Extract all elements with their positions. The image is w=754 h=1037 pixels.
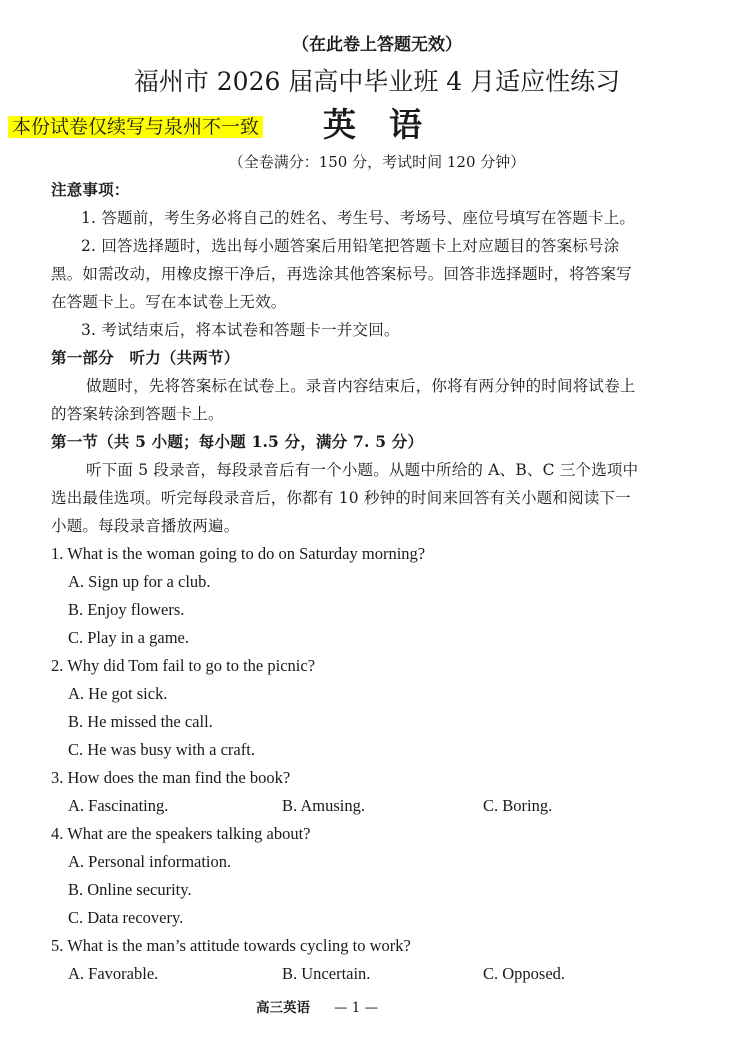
question-1-option-c: C. Play in a game.	[68, 628, 189, 647]
part1-heading: 第一部分 听力（共两节）	[51, 348, 240, 367]
exam-title: 福州市 2026 届高中毕业班 4 月适应性练习	[133, 67, 621, 96]
instruction-item-3: 3. 考试结束后，将本试卷和答题卡一并交回。	[81, 321, 400, 339]
question-2-option-c: C. He was busy with a craft.	[68, 740, 255, 759]
question-1-option-b: B. Enjoy flowers.	[68, 600, 185, 619]
question-5-option-a: A. Favorable.	[68, 964, 159, 983]
instructions-heading: 注意事项：	[51, 180, 130, 199]
question-1-stem: 1. What is the woman going to do on Saturday morning?	[51, 544, 426, 563]
instruction-item-2-cont: 在答题卡上。写在本试卷上无效。	[51, 293, 287, 311]
question-3-option-b: B. Amusing.	[282, 796, 365, 815]
question-5-option-c: C. Opposed.	[483, 964, 566, 983]
question-4-stem: 4. What are the speakers talking about?	[51, 824, 311, 843]
question-1-option-a: A. Sign up for a club.	[68, 572, 211, 591]
question-4-option-a: A. Personal information.	[68, 852, 232, 871]
question-5-stem: 5. What is the man’s attitude towards cycling to work?	[51, 936, 411, 955]
question-3-option-c: C. Boring.	[483, 796, 553, 815]
question-4-option-b: B. Online security.	[68, 880, 192, 899]
section1-heading: 第一节（共 5 小题；每小题 1.5 分，满分 7. 5 分）	[51, 432, 424, 451]
score-time: （全卷满分：150 分，考试时间 120 分钟）	[228, 153, 526, 171]
section1-intro-cont: 选出最佳选项。听完每段录音后，你都有 10 秒钟的时间来回答有关小题和阅读下一	[51, 489, 631, 507]
instruction-item-1: 1. 答题前，考生务必将自己的姓名、考生号、考场号、座位号填写在答题卡上。	[81, 209, 636, 227]
question-5-option-b: B. Uncertain.	[282, 964, 371, 983]
subject-title: 英 语	[323, 105, 422, 144]
section1-intro: 听下面 5 段录音，每段录音后有一个小题。从题中所给的 A、B、C 三个选项中	[86, 461, 639, 479]
question-2-option-a: A. He got sick.	[68, 684, 168, 703]
highlight-note	[8, 115, 263, 139]
question-3-stem: 3. How does the man find the book?	[51, 768, 291, 787]
instruction-item-2-cont: 黑。如需改动，用橡皮擦干净后，再选涂其他答案标号。回答非选择题时，将答案写	[51, 265, 632, 283]
question-3-option-a: A. Fascinating.	[68, 796, 169, 815]
part1-intro-cont: 的答案转涂到答题卡上。	[51, 405, 224, 423]
answer-invalid-notice: （在此卷上答题无效）	[292, 35, 462, 55]
section1-intro-cont: 小题。每段录音播放两遍。	[51, 517, 240, 535]
question-4-option-c: C. Data recovery.	[68, 908, 184, 927]
highlight-note-text: 本份试卷仅续写与泉州不一致	[8, 116, 263, 138]
part1-intro: 做题时，先将答案标在试卷上。录音内容结束后，你将有两分钟的时间将试卷上	[86, 377, 636, 395]
question-2-stem: 2. Why did Tom fail to go to the picnic?	[51, 656, 316, 675]
question-2-option-b: B. He missed the call.	[68, 712, 213, 731]
instruction-item-2: 2. 回答选择题时，选出每小题答案后用铅笔把答题卡上对应题目的答案标号涂	[81, 237, 620, 255]
footer-subject: 高三英语	[256, 1000, 310, 1016]
footer-page-number: — 1 —	[334, 1000, 379, 1016]
